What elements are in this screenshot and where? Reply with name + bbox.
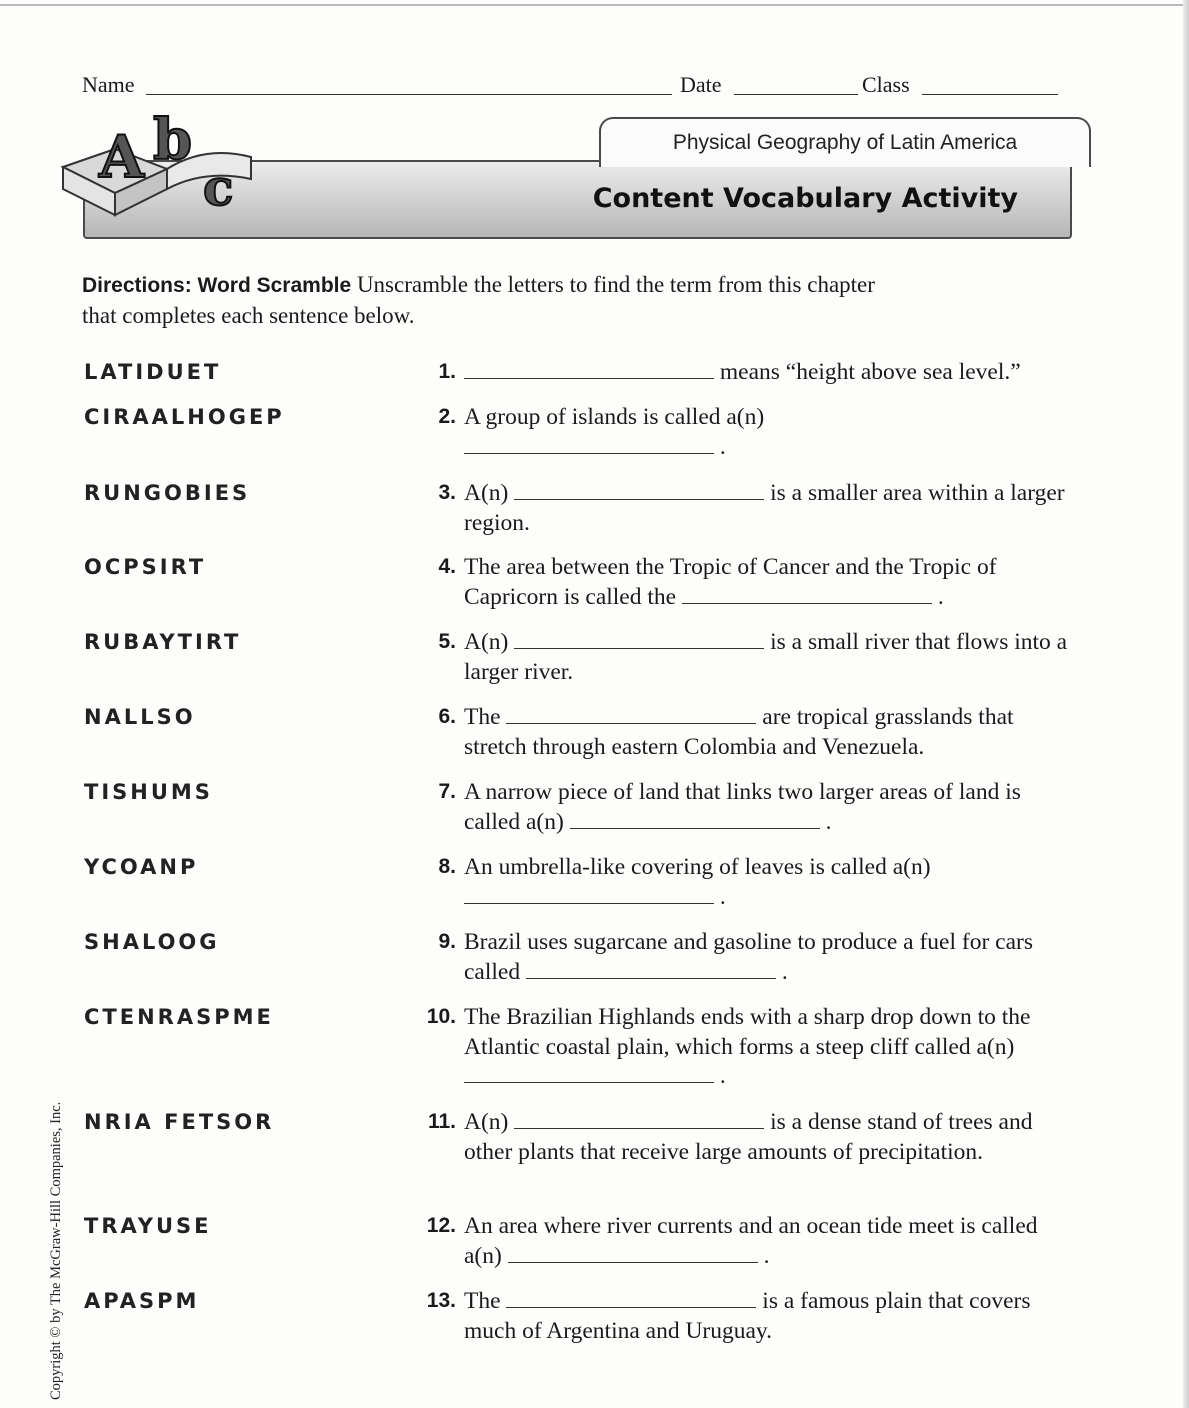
directions-text: Unscramble the letters to find the term from this chapter that completes each sentence below. (82, 272, 875, 328)
sentence-before: A(n) (464, 480, 509, 506)
answer-blank[interactable] (464, 358, 714, 379)
item-number: 4. (438, 555, 456, 578)
scrambled-word: RUNGOBIES (84, 481, 251, 505)
item-sentence (464, 928, 1069, 987)
chapter-subtitle: Physical Geography of Latin America (599, 117, 1091, 167)
sentence-after: means “height above sea level.” (719, 359, 1021, 385)
item-sentence (464, 1108, 1069, 1167)
directions (82, 270, 902, 331)
svg-text:b: b (153, 107, 193, 173)
page-edge-shadow (1183, 0, 1189, 1408)
answer-blank[interactable] (464, 1062, 714, 1083)
sentence-before: A narrow piece of land that links two larger areas of land is called a(n) (464, 779, 1021, 835)
sentence-after: . (781, 958, 788, 985)
sentence-after: . (937, 583, 944, 610)
scrambled-word: TISHUMS (84, 780, 213, 804)
activity-banner (55, 105, 1070, 250)
item-sentence (464, 628, 1069, 687)
answer-blank[interactable] (508, 1242, 758, 1263)
copyright-notice: Copyright © by The McGraw-Hill Companies, Inc. (48, 1101, 64, 1400)
answer-blank[interactable] (514, 628, 764, 649)
sentence-before: An area where river currents and an ocean tide meet is called a(n) (464, 1213, 1038, 1269)
sentence-before: A(n) (464, 1109, 509, 1135)
directions-label: Directions: Word Scramble (82, 274, 352, 297)
item-number: 1. (438, 360, 456, 383)
sentence-before: A(n) (464, 629, 509, 655)
answer-blank[interactable] (506, 703, 756, 724)
scrambled-word: RUBAYTIRT (84, 630, 242, 654)
answer-blank[interactable] (570, 808, 820, 829)
sentence-before: The (464, 1288, 501, 1314)
scrambled-word: NRIA FETSOR (84, 1110, 275, 1134)
name-label: Name (82, 72, 135, 97)
svg-text:c: c (203, 158, 234, 217)
item-sentence (464, 778, 1069, 837)
sentence-before: The area between the Tropic of Cancer and the Tropic of Capricorn is called the (464, 554, 997, 610)
date-label: Date (680, 72, 722, 97)
scrambled-word: NALLSO (84, 705, 196, 729)
sentence-after: is a smaller area within a larger region. (464, 480, 1065, 536)
sentence-after: . (825, 808, 832, 835)
item-sentence (464, 703, 1069, 762)
item-number: 10. (426, 1005, 456, 1028)
answer-blank[interactable] (506, 1287, 756, 1308)
scrambled-word: CIRAALHOGEP (84, 405, 285, 429)
activity-title: Content Vocabulary Activity (592, 183, 1018, 214)
scrambled-word: CTENRASPME (84, 1005, 274, 1029)
sentence-after: is a dense stand of trees and other plants that receive large amounts of precipitation. (464, 1109, 1033, 1165)
item-number: 6. (438, 705, 456, 728)
item-number: 9. (438, 930, 456, 953)
scrambled-word: LATIDUET (84, 360, 222, 384)
sentence-after: is a famous plain that covers much of Argentina and Uruguay. (464, 1288, 1031, 1344)
item-number: 7. (438, 780, 456, 803)
item-sentence (464, 853, 1069, 912)
name-field[interactable] (146, 94, 672, 95)
answer-blank[interactable] (514, 1108, 764, 1129)
sentence-after: . (763, 1242, 770, 1269)
scrambled-word: APASPM (84, 1289, 200, 1313)
sentence-before: An umbrella-like covering of leaves is called a(n) (464, 854, 931, 880)
sentence-after: is a small river that flows into a larger river. (464, 629, 1068, 685)
item-number: 8. (438, 855, 456, 878)
item-sentence (464, 403, 1069, 462)
class-label: Class (862, 72, 910, 97)
date-field[interactable] (734, 94, 858, 95)
svg-text:A: A (99, 123, 145, 191)
answer-blank[interactable] (526, 958, 776, 979)
scrambled-word: SHALOOG (84, 930, 220, 954)
sentence-before: The Brazilian Highlands ends with a sharp drop down to the Atlantic coastal plain, which forms a steep cliff called a(n) (464, 1004, 1031, 1060)
item-sentence (464, 1287, 1069, 1346)
answer-blank[interactable] (464, 433, 714, 454)
item-sentence (464, 479, 1069, 538)
answer-blank[interactable] (514, 479, 764, 500)
item-number: 13. (426, 1289, 456, 1312)
top-edge-rule (0, 4, 1189, 6)
item-sentence (464, 1212, 1069, 1271)
item-number: 2. (438, 405, 456, 428)
item-sentence (464, 553, 1069, 612)
sentence-before: Brazil uses sugarcane and gasoline to produce a fuel for cars called (464, 929, 1033, 985)
scrambled-word: TRAYUSE (84, 1214, 212, 1238)
answer-blank[interactable] (682, 583, 932, 604)
item-number: 11. (427, 1110, 456, 1133)
scrambled-word: YCOANP (84, 855, 199, 879)
sentence-after: are tropical grasslands that stretch through eastern Colombia and Venezuela. (464, 704, 1014, 760)
item-sentence (464, 358, 1069, 388)
item-number: 5. (438, 630, 456, 653)
abc-book-logo-icon (55, 97, 270, 237)
item-sentence (464, 1003, 1069, 1092)
answer-blank[interactable] (464, 883, 714, 904)
item-number: 3. (438, 481, 456, 504)
sentence-after: . (719, 433, 726, 460)
sentence-after: . (719, 883, 726, 910)
scrambled-word: OCPSIRT (84, 555, 207, 579)
item-number: 12. (426, 1214, 456, 1237)
sentence-after: . (719, 1063, 726, 1089)
class-field[interactable] (922, 94, 1058, 95)
sentence-before: A group of islands is called a(n) (464, 404, 765, 430)
sentence-before: The (464, 704, 501, 730)
